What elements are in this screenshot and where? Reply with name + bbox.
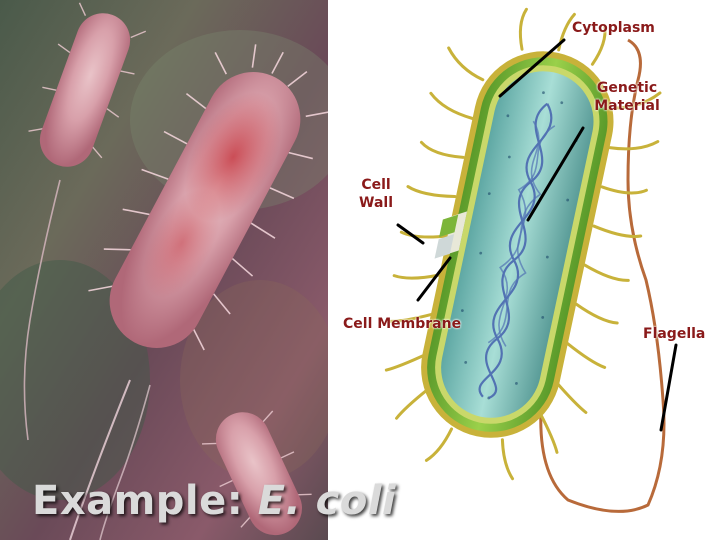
label-cell-wall bbox=[350, 176, 402, 212]
label-genetic-material bbox=[586, 79, 668, 115]
label-wall-line1: Cell bbox=[361, 177, 391, 193]
caption-species: E. coli bbox=[257, 478, 397, 524]
label-cytoplasm: Cytoplasm bbox=[572, 20, 655, 36]
label-genetic-line1: Genetic bbox=[596, 80, 658, 96]
label-wall-line2: Wall bbox=[359, 195, 393, 211]
caption-prefix: Example: bbox=[32, 478, 258, 524]
caption bbox=[32, 478, 396, 524]
label-genetic-line2: Material bbox=[594, 98, 660, 114]
label-cell-membrane: Cell Membrane bbox=[343, 316, 462, 332]
ecoli-micrograph bbox=[0, 0, 328, 540]
label-flagella: Flagella bbox=[643, 326, 706, 342]
